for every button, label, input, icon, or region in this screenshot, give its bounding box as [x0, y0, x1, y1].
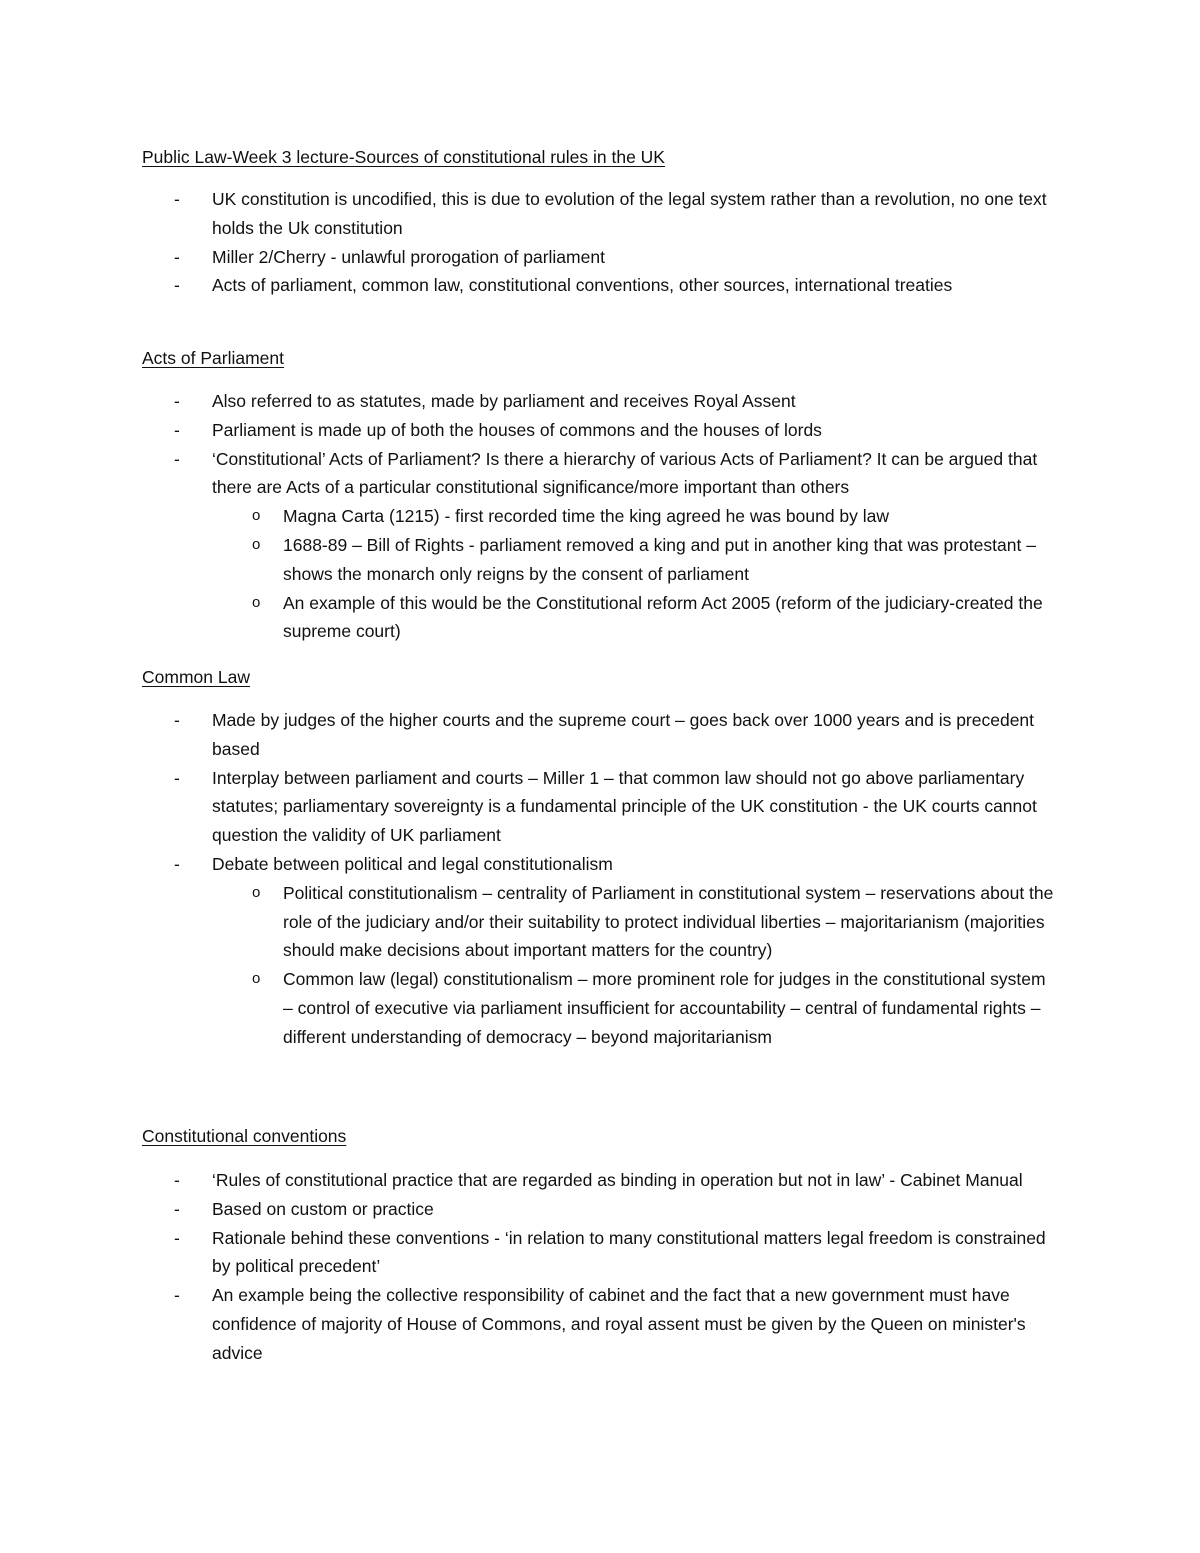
list-item: - UK constitution is uncodified, this is due to evolution of the legal system rather than a revolution, no one text holds the Uk constitution: [0, 185, 1067, 243]
circle-bullet: o: [252, 593, 261, 611]
dash-bullet: -: [174, 391, 180, 411]
list-item: - ‘Constitutional’ Acts of Parliament? Is there a hierarchy of various Acts of Parliament? It can be argued that there are Acts of a particular constitutional significance/more important than others o Magna Carta (1215) - first recorded time the king agreed he was bound by law o 1688-89 – Bill of Rights - parliament removed a king and put in another king that was protestant – shows the monarch only reigns by the consent of parliament o An example of this would be the Constitutional reform Act 2005 (reform of the judiciary-created the supreme court): [0, 445, 1067, 647]
common-law-list: [0, 706, 1200, 1052]
section-heading-acts: Acts of Parliament: [142, 348, 284, 368]
list-item: - An example being the collective responsibility of cabinet and the fact that a new government must have confidence of majority of House of Commons, and royal assent must be given by the Queen on minister's advice: [0, 1281, 1067, 1367]
list-item: - Interplay between parliament and courts – Miller 1 – that common law should not go above parliamentary statutes; parliamentary sovereignty is a fundamental principle of the UK constitution - the UK courts cannot question the validity of UK parliament: [0, 764, 1067, 850]
dash-bullet: -: [174, 853, 180, 874]
dash-bullet: -: [174, 767, 180, 788]
dash-bullet: -: [174, 1170, 180, 1190]
list-item: - ‘Rules of constitutional practice that are regarded as binding in operation but not in law’ - Cabinet Manual: [0, 1166, 1067, 1195]
list-item: - Parliament is made up of both the houses of commons and the houses of lords: [0, 416, 1067, 445]
dash-bullet: -: [174, 419, 180, 440]
circle-bullet: o: [252, 535, 261, 553]
dash-bullet: -: [174, 1198, 180, 1219]
document-title: Public Law-Week 3 lecture-Sources of constitutional rules in the UK: [142, 147, 665, 167]
sub-list-item: o 1688-89 – Bill of Rights - parliament removed a king and put in another king that was protestant – shows the monarch only reigns by the consent of parliament: [283, 531, 1060, 589]
list-item: - Also referred to as statutes, made by parliament and receives Royal Assent: [0, 387, 1067, 416]
dash-bullet: -: [174, 246, 180, 267]
dash-bullet: -: [174, 448, 180, 469]
list-item: - Made by judges of the higher courts and the supreme court – goes back over 1000 years and is precedent based: [0, 706, 1067, 764]
circle-bullet: o: [252, 507, 261, 525]
section-heading-conventions: Constitutional conventions: [142, 1126, 347, 1146]
intro-list: [0, 185, 1200, 300]
section-heading-common-law: Common Law: [142, 667, 250, 687]
list-item: - Acts of parliament, common law, constitutional conventions, other sources, international treaties: [0, 271, 1067, 300]
common-law-sublist: [212, 879, 1067, 1052]
dash-bullet: -: [174, 1227, 180, 1248]
dash-bullet: -: [174, 1285, 180, 1306]
sub-list-item: o Magna Carta (1215) - first recorded time the king agreed he was bound by law: [283, 502, 1060, 531]
list-item: - Debate between political and legal constitutionalism o Political constitutionalism – centrality of Parliament in constitutional system – reservations about the role of the judiciary and/or their suitability to protect individual liberties – majoritarianism (majorities should make decisions about important matters for the country) o Common law (legal) constitutionalism – more prominent role for judges in the constitutional system – control of executive via parliament insufficient for accountability – central of fundamental rights – different understanding of democracy – beyond majoritarianism: [0, 850, 1067, 1052]
list-item: - Miller 2/Cherry - unlawful prorogation of parliament: [0, 243, 1067, 272]
list-item: - Rationale behind these conventions - ‘in relation to many constitutional matters legal freedom is constrained by political precedent’: [0, 1224, 1067, 1282]
circle-bullet: o: [252, 883, 261, 901]
sub-list-item: o Common law (legal) constitutionalism – more prominent role for judges in the constitutional system – control of executive via parliament insufficient for accountability – central of fundamental rights – different understanding of democracy – beyond majoritarianism: [283, 965, 1060, 1051]
sub-list-item: o An example of this would be the Constitutional reform Act 2005 (reform of the judiciary-created the supreme court): [283, 589, 1060, 647]
list-item: - Based on custom or practice: [0, 1195, 1067, 1224]
dash-bullet: -: [174, 189, 180, 209]
dash-bullet: -: [174, 710, 180, 730]
circle-bullet: o: [252, 970, 261, 988]
acts-list: [0, 387, 1200, 646]
dash-bullet: -: [174, 275, 180, 296]
acts-sublist: [212, 502, 1067, 646]
sub-list-item: o Political constitutionalism – centrality of Parliament in constitutional system – reservations about the role of the judiciary and/or their suitability to protect individual liberties – majoritarianism (majorities should make decisions about important matters for the country): [283, 879, 1060, 965]
conventions-list: [0, 1166, 1200, 1368]
